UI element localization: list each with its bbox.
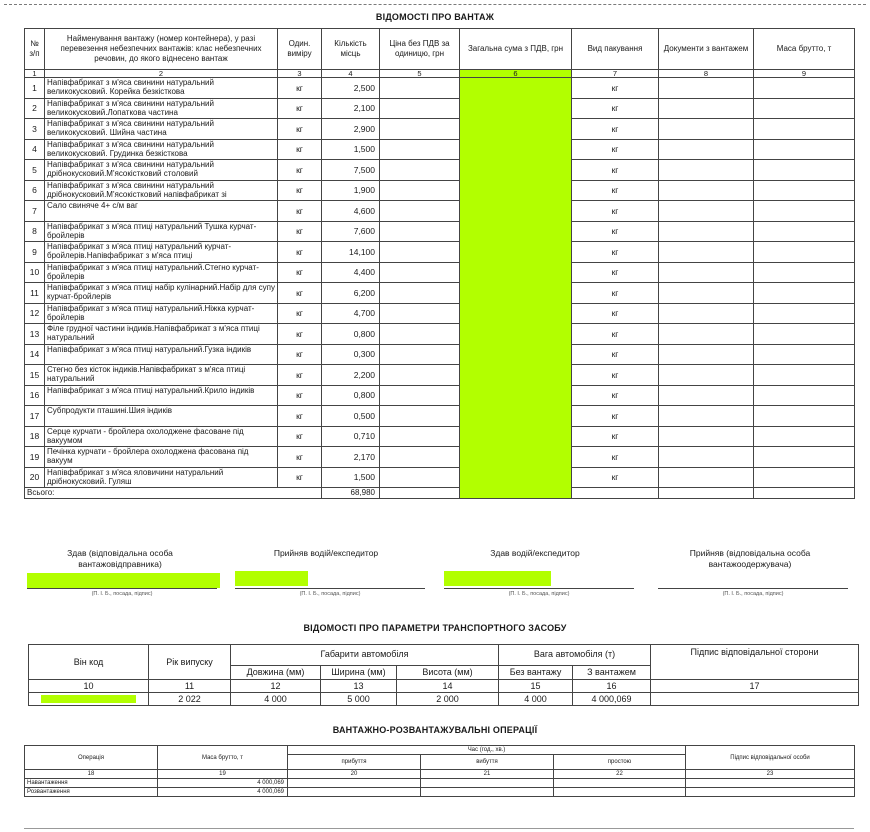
cargo-row <box>25 139 855 160</box>
qty-cell: 6,200 <box>322 283 380 304</box>
column-number: 7 <box>572 70 659 78</box>
column-number: 4 <box>322 70 380 78</box>
unit-cell: кг <box>278 242 322 263</box>
ops-header-row <box>25 746 855 755</box>
item-name: Напівфабрикат з м'яса свинини натуральний дрібнокусковий.М'ясокістковий напівфабрикат зі <box>45 180 278 201</box>
column-number-row <box>25 70 855 78</box>
unit-cell: кг <box>278 406 322 427</box>
price-cell <box>380 406 460 427</box>
header-cell: Час (год., хв.) <box>288 746 686 755</box>
pack-cell: кг <box>572 78 659 99</box>
pack-cell: кг <box>572 447 659 468</box>
signature-line <box>27 588 217 589</box>
price-cell <box>380 447 460 468</box>
op-mass: 4 000,069 <box>158 788 288 797</box>
price-cell <box>380 160 460 181</box>
unit-cell: кг <box>278 78 322 99</box>
item-name: Напівфабрикат з м'яса яловичини натуральний дрібнокусковий. Гуляш <box>45 467 278 488</box>
price-cell <box>380 324 460 345</box>
vehicle-header-row <box>29 645 859 666</box>
column-number: 11 <box>149 680 231 693</box>
unit-cell: кг <box>278 180 322 201</box>
header-cell: Підпис відповідальної сторони <box>651 645 859 680</box>
vehicle-value-row <box>29 693 859 706</box>
row-number: 20 <box>25 467 45 488</box>
docs-cell <box>659 201 754 222</box>
qty-cell: 2,100 <box>322 98 380 119</box>
unit-cell: кг <box>278 119 322 140</box>
row-number: 14 <box>25 344 45 365</box>
item-name: Напівфабрикат з м'яса птиці натуральний.Ніжка курчат-бройлерів <box>45 303 278 324</box>
header-cell: Документи з вантажем <box>659 29 754 70</box>
qty-cell: 4,400 <box>322 262 380 283</box>
pack-cell: кг <box>572 303 659 324</box>
operations-table <box>24 745 855 797</box>
price-cell <box>380 283 460 304</box>
pack-cell: кг <box>572 201 659 222</box>
total-qty: 68,980 <box>322 488 380 499</box>
cargo-table <box>24 28 855 499</box>
op-name: Навантаження <box>25 779 158 788</box>
length-cell: 4 000 <box>231 693 321 706</box>
row-number: 13 <box>25 324 45 345</box>
pack-cell: кг <box>572 139 659 160</box>
docs-cell <box>659 160 754 181</box>
mass-cell <box>754 303 855 324</box>
header-cell: Один. виміру <box>278 29 322 70</box>
qty-cell: 7,600 <box>322 221 380 242</box>
item-name: Напівфабрикат з м'яса свинини натуральний великокусковий. Грудинка безкісткова <box>45 139 278 160</box>
unit-cell: кг <box>278 98 322 119</box>
height-cell: 2 000 <box>397 693 499 706</box>
header-cell: Кількість місць <box>322 29 380 70</box>
mass-cell <box>754 324 855 345</box>
op-name: Розвантаження <box>25 788 158 797</box>
op-cell <box>421 779 554 788</box>
pack-cell: кг <box>572 242 659 263</box>
row-number: 4 <box>25 139 45 160</box>
docs-cell <box>659 119 754 140</box>
unit-cell: кг <box>278 324 322 345</box>
item-name: Серце курчати - бройлера охолоджене фасоване під вакуумом <box>45 426 278 447</box>
signature-line <box>444 588 634 589</box>
docs-cell <box>659 467 754 488</box>
column-number: 12 <box>231 680 321 693</box>
column-number: 1 <box>25 70 45 78</box>
price-cell <box>380 344 460 365</box>
ops-section-title: ВАНТАЖНО-РОЗВАНТАЖУВАЛЬНІ ОПЕРАЦІЇ <box>332 725 538 735</box>
pack-cell: кг <box>572 324 659 345</box>
qty-cell: 0,300 <box>322 344 380 365</box>
total-cell <box>659 488 754 499</box>
qty-cell: 0,800 <box>322 324 380 345</box>
item-name: Напівфабрикат з м'яса свинини натуральний дрібнокусковий.М'ясокістковий столовий <box>45 160 278 181</box>
mass-cell <box>754 406 855 427</box>
unit-cell: кг <box>278 221 322 242</box>
cargo-row <box>25 467 855 488</box>
header-cell: № з/п <box>25 29 45 70</box>
sign-driver-hand-label: Здав водій/експедитор <box>490 548 580 558</box>
price-cell <box>380 365 460 386</box>
mass-cell <box>754 160 855 181</box>
docs-cell <box>659 221 754 242</box>
ops-row <box>25 779 855 788</box>
row-number: 19 <box>25 447 45 468</box>
op-cell <box>686 788 855 797</box>
unit-cell: кг <box>278 283 322 304</box>
sign-cell <box>651 693 859 706</box>
docs-cell <box>659 365 754 386</box>
qty-cell: 0,800 <box>322 385 380 406</box>
unit-cell: кг <box>278 467 322 488</box>
row-number: 5 <box>25 160 45 181</box>
docs-cell <box>659 426 754 447</box>
column-number: 16 <box>573 680 651 693</box>
mass-cell <box>754 221 855 242</box>
empty-weight-cell: 4 000 <box>499 693 573 706</box>
price-cell <box>380 242 460 263</box>
column-number: 14 <box>397 680 499 693</box>
row-number: 16 <box>25 385 45 406</box>
total-row <box>25 488 855 499</box>
sign-driver-receive-label: Прийняв водій/експедитор <box>273 548 379 558</box>
header-cell: Він код <box>29 645 149 680</box>
qty-cell: 1,900 <box>322 180 380 201</box>
docs-cell <box>659 78 754 99</box>
header-cell: Ширина (мм) <box>321 665 397 679</box>
docs-cell <box>659 242 754 263</box>
row-number: 18 <box>25 426 45 447</box>
price-cell <box>380 385 460 406</box>
item-name: Напівфабрикат з м'яса птиці натуральний Тушка курчат-бройлерів <box>45 221 278 242</box>
docs-cell <box>659 180 754 201</box>
total-cell <box>380 488 460 499</box>
cargo-row <box>25 426 855 447</box>
header-cell: Маса брутто, т <box>158 746 288 770</box>
cargo-row <box>25 242 855 263</box>
redacted-sum-column <box>460 78 572 499</box>
docs-cell <box>659 324 754 345</box>
pack-cell: кг <box>572 160 659 181</box>
unit-cell: кг <box>278 201 322 222</box>
pack-cell: кг <box>572 98 659 119</box>
column-number: 19 <box>158 770 288 779</box>
op-mass: 4 000,069 <box>158 779 288 788</box>
header-cell: вибуття <box>421 755 554 770</box>
pack-cell: кг <box>572 344 659 365</box>
row-number: 10 <box>25 262 45 283</box>
cargo-row <box>25 324 855 345</box>
mass-cell <box>754 467 855 488</box>
vehicle-table <box>28 644 859 706</box>
price-cell <box>380 98 460 119</box>
row-number: 17 <box>25 406 45 427</box>
unit-cell: кг <box>278 447 322 468</box>
column-number: 23 <box>686 770 855 779</box>
mass-cell <box>754 201 855 222</box>
cargo-row <box>25 447 855 468</box>
pack-cell: кг <box>572 385 659 406</box>
op-cell <box>288 779 421 788</box>
docs-cell <box>659 139 754 160</box>
column-number: 21 <box>421 770 554 779</box>
price-cell <box>380 426 460 447</box>
mass-cell <box>754 365 855 386</box>
qty-cell: 7,500 <box>322 160 380 181</box>
row-number: 11 <box>25 283 45 304</box>
price-cell <box>380 467 460 488</box>
cargo-row <box>25 365 855 386</box>
redacted-vin <box>41 695 136 703</box>
pack-cell: кг <box>572 283 659 304</box>
pack-cell: кг <box>572 119 659 140</box>
column-number: 8 <box>659 70 754 78</box>
row-number: 12 <box>25 303 45 324</box>
op-cell <box>421 788 554 797</box>
price-cell <box>380 139 460 160</box>
sign-shipper-label: Здав (відповідальна особа вантажовідправника) <box>67 548 173 569</box>
vin-cell <box>29 693 149 706</box>
vehicle-number-row <box>29 680 859 693</box>
item-name: Напівфабрикат з м'яса птиці натуральний.Крило індиків <box>45 385 278 406</box>
item-name: Філе грудної частини індиків.Напівфабрикат з м'яса птиці натуральний <box>45 324 278 345</box>
qty-cell: 2,170 <box>322 447 380 468</box>
item-name: Стегно без кісток індиків.Напівфабрикат з м'яса птиці натуральний <box>45 365 278 386</box>
header-cell: прибуття <box>288 755 421 770</box>
total-cell <box>572 488 659 499</box>
header-cell: Габарити автомобіля <box>231 645 499 666</box>
item-name: Сало свиняче 4+ с/м ваг <box>45 201 278 222</box>
row-number: 6 <box>25 180 45 201</box>
bottom-separator <box>24 828 854 829</box>
header-cell: Рік випуску <box>149 645 231 680</box>
total-cell <box>754 488 855 499</box>
header-cell: Вид пакування <box>572 29 659 70</box>
cargo-row <box>25 385 855 406</box>
price-cell <box>380 78 460 99</box>
qty-cell: 4,700 <box>322 303 380 324</box>
header-cell: З вантажем <box>573 665 651 679</box>
qty-cell: 4,600 <box>322 201 380 222</box>
pack-cell: кг <box>572 426 659 447</box>
ops-row <box>25 788 855 797</box>
signature-hint: (П. І. Б., посада, підпис) <box>508 591 570 597</box>
unit-cell: кг <box>278 426 322 447</box>
price-cell <box>380 119 460 140</box>
sign-consignee-label: Прийняв (відповідальна особа вантажоодержувача) <box>689 548 811 569</box>
signature-line <box>235 588 425 589</box>
item-name: Напівфабрикат з м'яса птиці натуральний.Гузка індиків <box>45 344 278 365</box>
unit-cell: кг <box>278 262 322 283</box>
price-cell <box>380 180 460 201</box>
mass-cell <box>754 426 855 447</box>
header-cell: Найменування вантажу (номер контейнера), у разі перевезення небезпечних вантажів: клас небезпечних речовин, до якого віднесено вантаж <box>45 29 278 70</box>
row-number: 3 <box>25 119 45 140</box>
column-number: 6 <box>460 70 572 78</box>
mass-cell <box>754 98 855 119</box>
loaded-weight-cell: 4 000,069 <box>573 693 651 706</box>
item-name: Напівфабрикат з м'яса свинини натуральний великокусковий. Корейка безкісткова <box>45 78 278 99</box>
qty-cell: 0,710 <box>322 426 380 447</box>
item-name: Напівфабрикат з м'яса свинини натуральний великокусковий.Лопаткова частина <box>45 98 278 119</box>
unit-cell: кг <box>278 303 322 324</box>
row-number: 15 <box>25 365 45 386</box>
mass-cell <box>754 180 855 201</box>
op-cell <box>686 779 855 788</box>
header-cell: Загальна сума з ПДВ, грн <box>460 29 572 70</box>
cargo-row <box>25 262 855 283</box>
header-cell: Ціна без ПДВ за одиницю, грн <box>380 29 460 70</box>
pack-cell: кг <box>572 221 659 242</box>
mass-cell <box>754 262 855 283</box>
mass-cell <box>754 139 855 160</box>
header-cell: простою <box>554 755 686 770</box>
qty-cell: 2,900 <box>322 119 380 140</box>
redacted-signature <box>235 571 308 586</box>
docs-cell <box>659 262 754 283</box>
signature-line <box>658 588 848 589</box>
cargo-header-row <box>25 29 855 70</box>
unit-cell: кг <box>278 344 322 365</box>
mass-cell <box>754 283 855 304</box>
year-cell: 2 022 <box>149 693 231 706</box>
cargo-row <box>25 201 855 222</box>
price-cell <box>380 303 460 324</box>
signature-hint: (П. І. Б., посада, підпис) <box>91 591 153 597</box>
price-cell <box>380 201 460 222</box>
header-cell: Висота (мм) <box>397 665 499 679</box>
op-cell <box>554 788 686 797</box>
signature-hint: (П. І. Б., посада, підпис) <box>299 591 361 597</box>
pack-cell: кг <box>572 406 659 427</box>
unit-cell: кг <box>278 139 322 160</box>
docs-cell <box>659 283 754 304</box>
column-number: 5 <box>380 70 460 78</box>
docs-cell <box>659 406 754 427</box>
cargo-row <box>25 180 855 201</box>
pack-cell: кг <box>572 180 659 201</box>
cargo-row <box>25 303 855 324</box>
pack-cell: кг <box>572 365 659 386</box>
unit-cell: кг <box>278 385 322 406</box>
total-label: Всього: <box>25 488 322 499</box>
docs-cell <box>659 98 754 119</box>
op-cell <box>288 788 421 797</box>
qty-cell: 2,500 <box>322 78 380 99</box>
ops-number-row <box>25 770 855 779</box>
cargo-section-title: ВІДОМОСТІ ПРО ВАНТАЖ <box>375 12 495 22</box>
unit-cell: кг <box>278 160 322 181</box>
item-name: Печінка курчати - бройлера охолоджена фасована під вакуум <box>45 447 278 468</box>
column-number: 20 <box>288 770 421 779</box>
mass-cell <box>754 447 855 468</box>
cargo-row <box>25 221 855 242</box>
header-cell: Без вантажу <box>499 665 573 679</box>
row-number: 7 <box>25 201 45 222</box>
pack-cell: кг <box>572 467 659 488</box>
column-number: 17 <box>651 680 859 693</box>
docs-cell <box>659 385 754 406</box>
docs-cell <box>659 447 754 468</box>
docs-cell <box>659 344 754 365</box>
mass-cell <box>754 344 855 365</box>
signature-hint: (П. І. Б., посада, підпис) <box>722 591 784 597</box>
row-number: 9 <box>25 242 45 263</box>
row-number: 1 <box>25 78 45 99</box>
redacted-signature <box>444 571 551 586</box>
column-number: 9 <box>754 70 855 78</box>
item-name: Субпродукти пташині.Шия індиків <box>45 406 278 427</box>
cargo-row <box>25 160 855 181</box>
qty-cell: 0,500 <box>322 406 380 427</box>
header-cell: Маса брутто, т <box>754 29 855 70</box>
mass-cell <box>754 78 855 99</box>
cargo-row <box>25 98 855 119</box>
item-name: Напівфабрикат з м'яса птиці набір кулінарний.Набір для супу курчат-бройлерів <box>45 283 278 304</box>
cargo-row <box>25 283 855 304</box>
qty-cell: 2,200 <box>322 365 380 386</box>
cargo-row <box>25 406 855 427</box>
item-name: Напівфабрикат з м'яса птиці натуральний.Стегно курчат-бройлерів <box>45 262 278 283</box>
mass-cell <box>754 119 855 140</box>
cargo-row <box>25 344 855 365</box>
column-number: 18 <box>25 770 158 779</box>
column-number: 2 <box>45 70 278 78</box>
mass-cell <box>754 242 855 263</box>
price-cell <box>380 221 460 242</box>
cargo-row <box>25 119 855 140</box>
header-cell: Довжина (мм) <box>231 665 321 679</box>
column-number: 15 <box>499 680 573 693</box>
qty-cell: 14,100 <box>322 242 380 263</box>
header-cell: Підпис відповідальної особи <box>686 746 855 770</box>
cargo-row <box>25 78 855 99</box>
column-number: 3 <box>278 70 322 78</box>
item-name: Напівфабрикат з м'яса свинини натуральний великокусковий. Шийна частина <box>45 119 278 140</box>
top-dashed-separator <box>4 4 866 5</box>
unit-cell: кг <box>278 365 322 386</box>
header-cell: Операція <box>25 746 158 770</box>
column-number: 10 <box>29 680 149 693</box>
price-cell <box>380 262 460 283</box>
column-number: 22 <box>554 770 686 779</box>
row-number: 2 <box>25 98 45 119</box>
row-number: 8 <box>25 221 45 242</box>
width-cell: 5 000 <box>321 693 397 706</box>
op-cell <box>554 779 686 788</box>
docs-cell <box>659 303 754 324</box>
item-name: Напівфабрикат з м'яса птиці натуральний курчат-бройлерів.Напівфабрикат з м'яса птиці <box>45 242 278 263</box>
qty-cell: 1,500 <box>322 139 380 160</box>
header-cell: Вага автомобіля (т) <box>499 645 651 666</box>
pack-cell: кг <box>572 262 659 283</box>
column-number: 13 <box>321 680 397 693</box>
vehicle-section-title: ВІДОМОСТІ ПРО ПАРАМЕТРИ ТРАНСПОРТНОГО ЗАСОБУ <box>303 623 567 633</box>
qty-cell: 1,500 <box>322 467 380 488</box>
redacted-signature <box>27 573 220 588</box>
mass-cell <box>754 385 855 406</box>
